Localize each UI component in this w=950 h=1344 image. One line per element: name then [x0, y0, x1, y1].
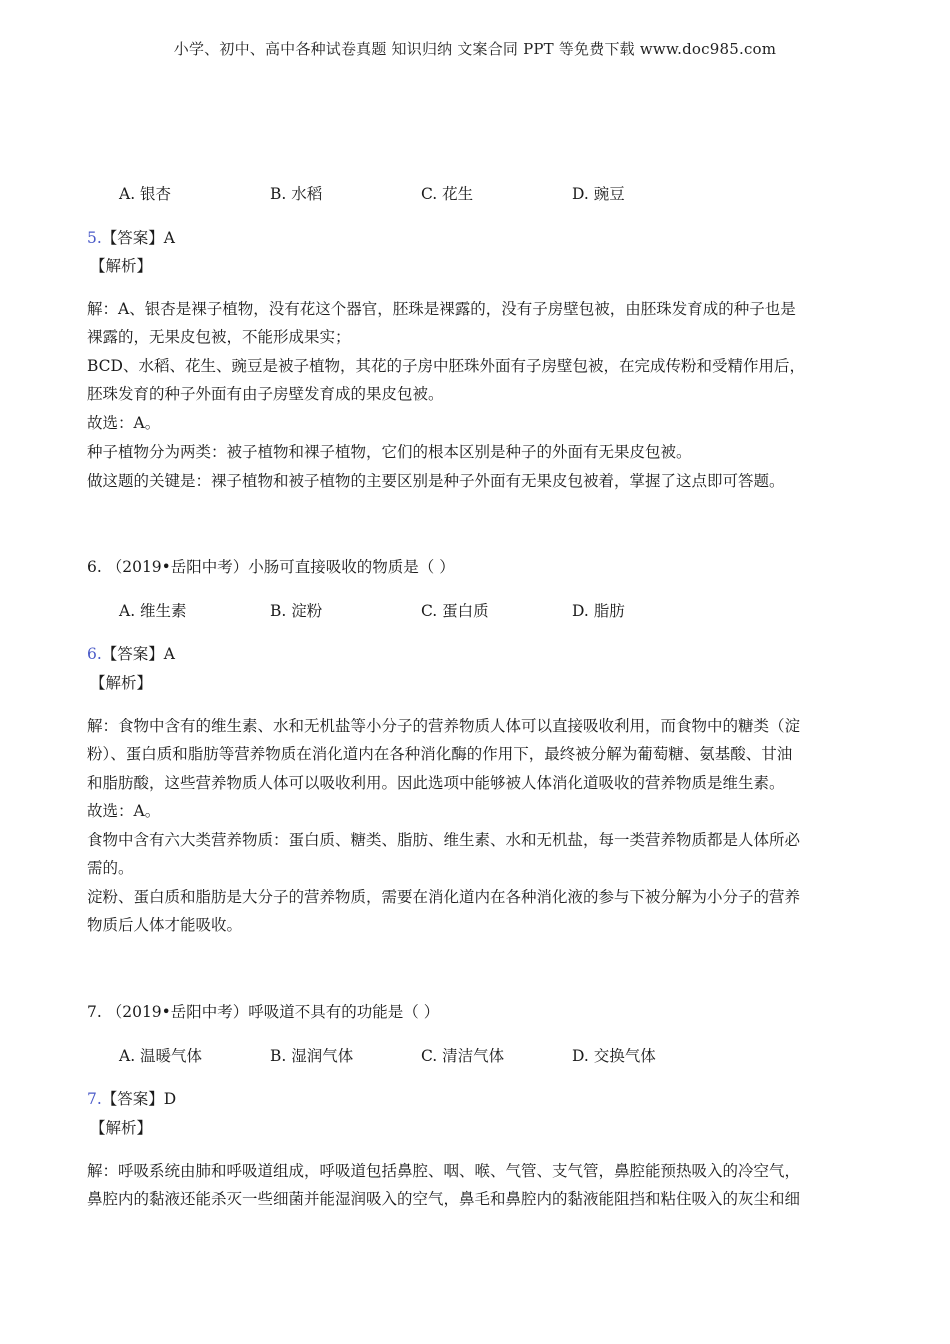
q7-answer-label: 【答案】D — [101, 1090, 177, 1108]
q6-line-2: 粉）、蛋白质和脂肪等营养物质在消化道内在各种消化酶的作用下，最终被分解为葡萄糖、氨基酸、甘油 — [87, 745, 793, 763]
q6-option-a: A. 维生素 — [119, 602, 187, 620]
q7-answer — [87, 1089, 176, 1109]
q6-line-6: 需的。 — [87, 859, 134, 877]
q6-option-c: C. 蛋白质 — [421, 602, 489, 620]
q6-line-3: 和脂肪酸，这些营养物质人体可以吸收利用。因此选项中能够被人体消化道吸收的营养物质是维生素。 — [87, 774, 785, 792]
q6-question: 6. （2019•岳阳中考）小肠可直接吸收的物质是（ ） — [87, 558, 455, 576]
q6-line-8: 物质后人体才能吸收。 — [87, 916, 243, 934]
page-header: 小学、初中、高中各种试卷真题 知识归纳 文案合同 PPT 等免费下载 www.doc985.com — [173, 40, 777, 58]
q7-option-c: C. 清洁气体 — [421, 1047, 505, 1065]
q6-answer-number: 6. — [87, 645, 102, 663]
q5-answer-number: 5. — [87, 229, 102, 247]
q5-option-d: D. 豌豆 — [572, 185, 625, 203]
q7-option-a: A. 温暖气体 — [119, 1047, 203, 1065]
q6-line-7: 淀粉、蛋白质和脂肪是大分子的营养物质，需要在消化道内在各种消化液的参与下被分解为小分子的营养 — [87, 888, 801, 906]
q7-analysis-label: 【解析】 — [90, 1119, 153, 1137]
q6-option-b: B. 淀粉 — [270, 602, 323, 620]
q5-line-7: 做这题的关键是：裸子植物和被子植物的主要区别是种子外面有无果皮包被着，掌握了这点即可答题。 — [87, 472, 785, 490]
q6-option-d: D. 脂肪 — [572, 602, 625, 620]
q6-analysis-label: 【解析】 — [90, 674, 153, 692]
q5-option-c: C. 花生 — [421, 185, 474, 203]
q7-question: 7. （2019•岳阳中考）呼吸道不具有的功能是（ ） — [87, 1003, 440, 1021]
q6-answer — [87, 644, 175, 664]
q5-line-2: 裸露的，无果皮包被，不能形成果实； — [87, 328, 351, 346]
q5-line-5: 故选：A。 — [87, 414, 161, 432]
q6-line-1: 解：食物中含有的维生素、水和无机盐等小分子的营养物质人体可以直接吸收利用，而食物中的糖类（淀 — [87, 717, 801, 735]
q6-answer-label: 【答案】A — [101, 645, 175, 663]
q5-line-3: BCD、水稻、花生、豌豆是被子植物，其花的子房中胚珠外面有子房壁包被，在完成传粉和受精作用后， — [87, 357, 805, 375]
q5-option-b: B. 水稻 — [270, 185, 323, 203]
q7-option-d: D. 交换气体 — [572, 1047, 656, 1065]
q5-line-4: 胚珠发育的种子外面有由子房壁发育成的果皮包被。 — [87, 385, 444, 403]
q7-line-2: 鼻腔内的黏液还能杀灭一些细菌并能湿润吸入的空气，鼻毛和鼻腔内的黏液能阻挡和粘住吸入的灰尘和细 — [87, 1190, 801, 1208]
q7-option-b: B. 湿润气体 — [270, 1047, 354, 1065]
q5-line-6: 种子植物分为两类：被子植物和裸子植物，它们的根本区别是种子的外面有无果皮包被。 — [87, 443, 692, 461]
q5-answer — [87, 228, 175, 248]
q5-line-1: 解：A、银杏是裸子植物，没有花这个器官，胚珠是裸露的，没有子房壁包被，由胚珠发育成的种子也是 — [87, 300, 796, 318]
q5-answer-label: 【答案】A — [101, 229, 175, 247]
q7-line-1: 解：呼吸系统由肺和呼吸道组成，呼吸道包括鼻腔、咽、喉、气管、支气管，鼻腔能预热吸入的冷空气， — [87, 1162, 801, 1180]
q5-option-a: A. 银杏 — [119, 185, 172, 203]
q6-line-4: 故选：A。 — [87, 802, 161, 820]
q7-answer-number: 7. — [87, 1090, 102, 1108]
q5-analysis-label: 【解析】 — [90, 257, 153, 275]
q6-line-5: 食物中含有六大类营养物质：蛋白质、糖类、脂肪、维生素、水和无机盐，每一类营养物质都是人体所必 — [87, 831, 801, 849]
